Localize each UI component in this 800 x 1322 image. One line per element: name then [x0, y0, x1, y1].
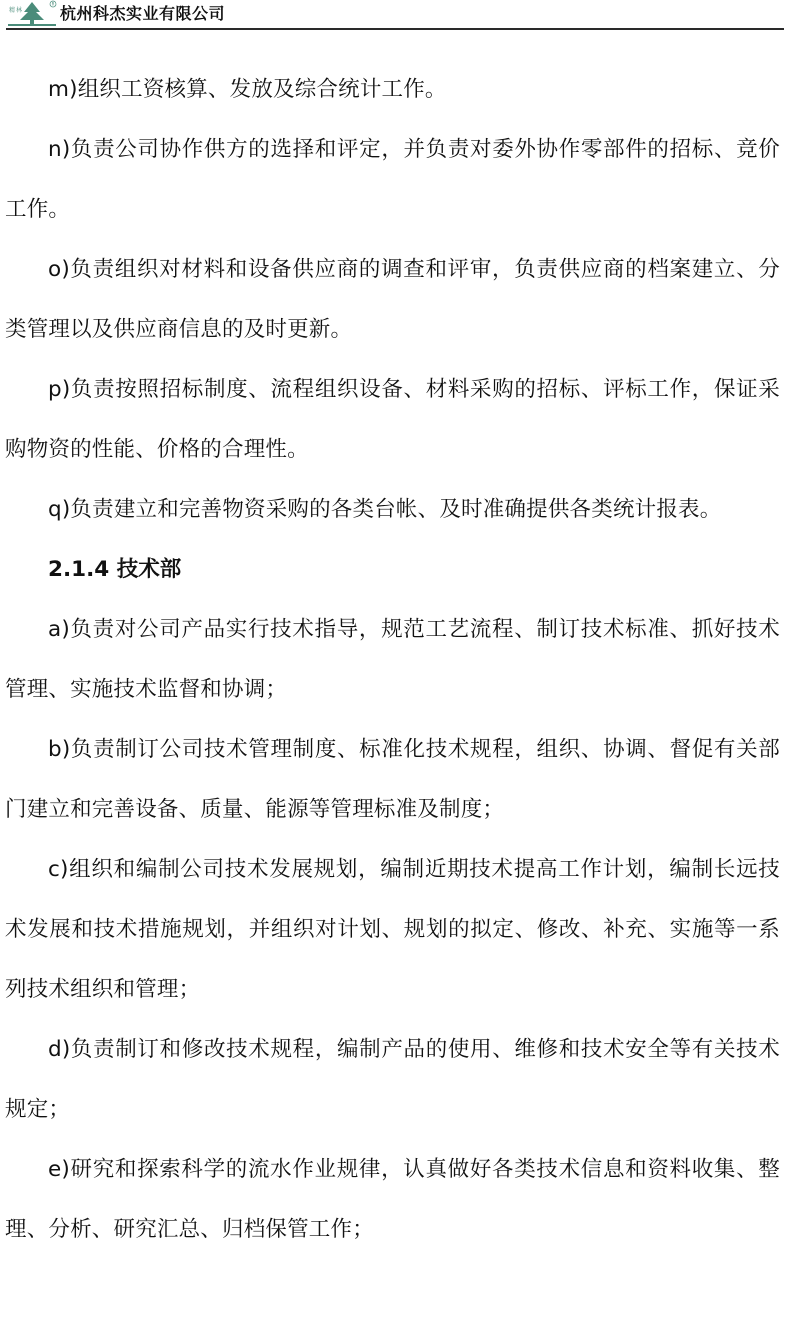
paragraph-d: d)负责制订和修改技术规程，编制产品的使用、维修和技术安全等有关技术规定； — [5, 1037, 780, 1122]
paragraph-n: n)负责公司协作供方的选择和评定，并负责对委外协作零部件的招标、竞价工作。 — [5, 137, 780, 222]
document-body — [5, 60, 780, 1260]
section-heading: 2.1.4 技术部 — [48, 557, 182, 582]
svg-text:精: 精 — [9, 7, 16, 14]
paragraph-a: a)负责对公司产品实行技术指导，规范工艺流程、制订技术标准、抓好技术管理、实施技术监督和协调； — [5, 617, 780, 702]
svg-text:R: R — [51, 1, 55, 7]
page-header — [6, 0, 784, 30]
paragraph-p: p)负责按照招标制度、流程组织设备、材料采购的招标、评标工作，保证采购物资的性能、价格的合理性。 — [5, 377, 780, 462]
company-name: 杭州科杰实业有限公司 — [60, 4, 226, 23]
paragraph-m: m)组织工资核算、发放及综合统计工作。 — [48, 77, 447, 102]
paragraph-e: e)研究和探索科学的流水作业规律，认真做好各类技术信息和资料收集、整理、分析、研究汇总、归档保管工作； — [5, 1157, 780, 1242]
paragraph-o: o)负责组织对材料和设备供应商的调查和评审，负责供应商的档案建立、分类管理以及供应商信息的及时更新。 — [5, 257, 780, 342]
company-logo — [6, 0, 58, 28]
paragraph-c: c)组织和编制公司技术发展规划，编制近期技术提高工作计划，编制长远技术发展和技术措施规划，并组织对计划、规划的拟定、修改、补充、实施等一系列技术组织和管理； — [5, 857, 780, 1002]
paragraph-b: b)负责制订公司技术管理制度、标准化技术规程，组织、协调、督促有关部门建立和完善设备、质量、能源等管理标准及制度； — [5, 737, 780, 822]
paragraph-q: q)负责建立和完善物资采购的各类台帐、及时准确提供各类统计报表。 — [48, 497, 722, 522]
svg-text:林: 林 — [16, 7, 23, 14]
